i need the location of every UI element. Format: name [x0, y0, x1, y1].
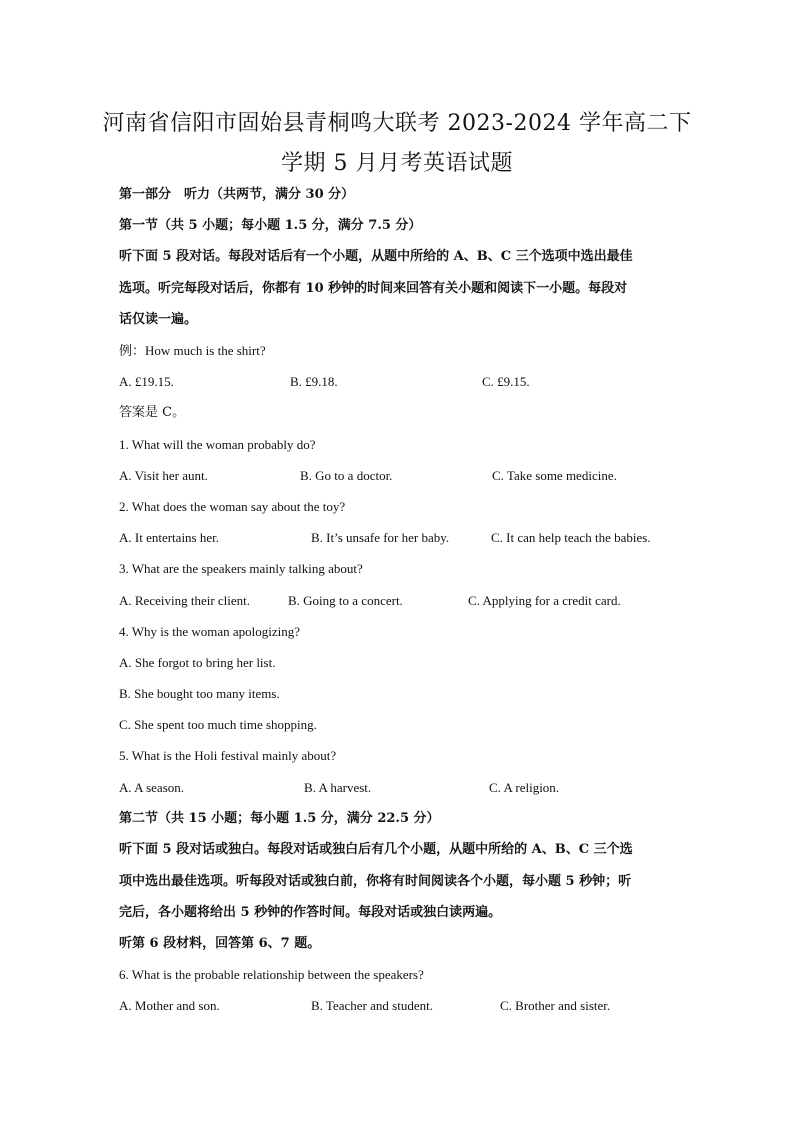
section2-instruction-line-3: 完后，各小题将给出 5 秒钟的作答时间。每段对话或独白读两遍。: [119, 905, 502, 920]
exam-title-line-2: 学期 5 月月考英语试题: [281, 151, 513, 176]
q4-option-a: A. She forgot to bring her list.: [119, 655, 276, 670]
section1-heading: 第一节（共 5 小题；每小题 1.5 分，满分 7.5 分）: [119, 218, 422, 233]
q3-option-a: A. Receiving their client.: [119, 593, 251, 608]
section1-instruction-line-3: 话仅读一遍。: [119, 312, 198, 327]
q3-option-c: C. Applying for a credit card.: [468, 593, 621, 608]
example-question: 例：How much is the shirt?: [119, 343, 266, 358]
example-option-a: A. £19.15.: [119, 374, 174, 389]
example-option-b: B. £9.18.: [290, 374, 338, 389]
q6-option-b: B. Teacher and student.: [311, 998, 433, 1013]
q1-option-a: A. Visit her aunt.: [119, 468, 208, 483]
part1-heading: 第一部分 听力（共两节，满分 30 分）: [119, 187, 355, 202]
example-option-c: C. £9.15.: [482, 374, 530, 389]
q5-option-c: C. A religion.: [489, 780, 560, 795]
question-5: 5. What is the Holi festival mainly about?: [119, 748, 337, 763]
q4-option-b: B. She bought too many items.: [119, 686, 280, 701]
question-4: 4. Why is the woman apologizing?: [119, 624, 301, 639]
question-1: 1. What will the woman probably do?: [119, 437, 316, 452]
q6-option-a: A. Mother and son.: [119, 998, 220, 1013]
q2-option-b: B. It’s unsafe for her baby.: [311, 530, 450, 545]
section2-instruction-line-2: 项中选出最佳选项。听每段对话或独白前，你将有时间阅读各个小题，每小题 5 秒钟；听: [119, 874, 632, 889]
question-6: 6. What is the probable relationship between the speakers?: [119, 967, 424, 982]
section2-instruction-line-1: 听下面 5 段对话或独白。每段对话或独白后有几个小题，从题中所给的 A、B、C 三个选: [119, 842, 633, 857]
q2-option-c: C. It can help teach the babies.: [491, 530, 651, 545]
q2-option-a: A. It entertains her.: [119, 530, 219, 545]
q5-option-a: A. A season.: [119, 780, 184, 795]
q3-option-b: B. Going to a concert.: [288, 593, 403, 608]
q1-option-c: C. Take some medicine.: [492, 468, 617, 483]
q6-option-c: C. Brother and sister.: [500, 998, 611, 1013]
section1-instruction-line-2: 选项。听完每段对话后，你都有 10 秒钟的时间来回答有关小题和阅读下一小题。每段对: [119, 281, 628, 296]
section2-heading: 第二节（共 15 小题；每小题 1.5 分，满分 22.5 分）: [119, 811, 440, 826]
q4-option-c: C. She spent too much time shopping.: [119, 717, 317, 732]
q1-option-b: B. Go to a doctor.: [300, 468, 393, 483]
example-answer: 答案是 C。: [119, 405, 186, 420]
exam-title-line-1: 河南省信阳市固始县青桐鸣大联考 2023-2024 学年高二下: [102, 111, 692, 136]
material-6-label: 听第 6 段材料，回答第 6、7 题。: [119, 936, 321, 951]
q5-option-b: B. A harvest.: [304, 780, 372, 795]
section1-instruction-line-1: 听下面 5 段对话。每段对话后有一个小题，从题中所给的 A、B、C 三个选项中选出最佳: [119, 249, 633, 264]
question-3: 3. What are the speakers mainly talking about?: [119, 561, 363, 576]
question-2: 2. What does the woman say about the toy?: [119, 499, 346, 514]
